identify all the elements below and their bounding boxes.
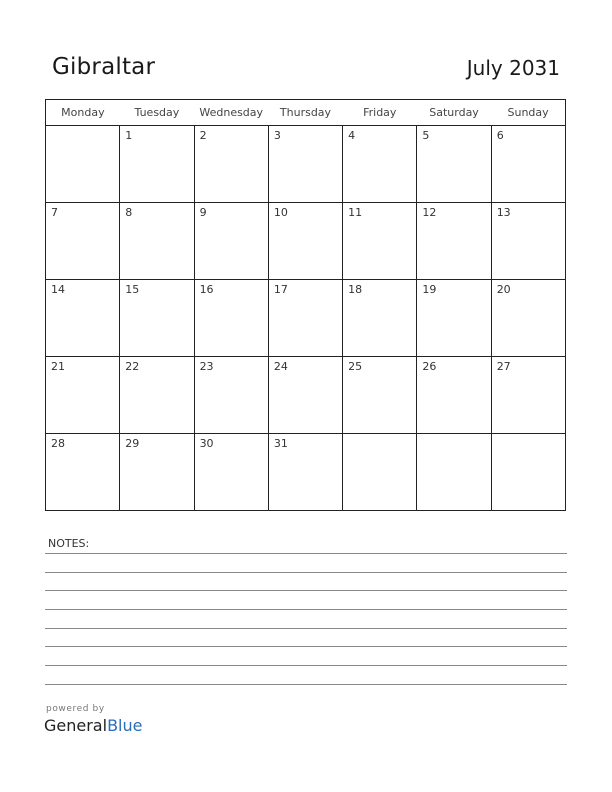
calendar-grid <box>45 99 566 511</box>
day-cell <box>491 357 565 434</box>
day-cell <box>491 126 565 203</box>
day-cell <box>194 126 268 203</box>
day-cell <box>417 126 491 203</box>
day-cell <box>194 203 268 280</box>
weekday-header-row <box>46 100 566 126</box>
note-line <box>45 628 567 629</box>
day-number: 31 <box>273 437 288 450</box>
brand-general: General <box>44 716 108 735</box>
day-cell <box>343 203 417 280</box>
day-cell <box>343 434 417 511</box>
day-number: 14 <box>51 283 65 296</box>
day-number: 16 <box>199 283 214 296</box>
day-number: 12 <box>422 206 437 219</box>
day-cell <box>491 280 565 357</box>
day-number: 5 <box>422 129 430 142</box>
day-number <box>492 434 565 437</box>
day-cell <box>194 434 268 511</box>
weekday-header: Wednesday <box>194 100 268 126</box>
week-row <box>46 434 566 511</box>
week-row <box>46 126 566 203</box>
day-cell <box>120 203 194 280</box>
day-number: 13 <box>496 206 511 219</box>
brand-blue: Blue <box>107 716 143 735</box>
note-line <box>45 609 567 610</box>
day-cell <box>343 280 417 357</box>
day-cell <box>268 434 342 511</box>
note-line <box>45 553 567 554</box>
weekday-header: Saturday <box>417 100 491 126</box>
day-number <box>343 434 416 437</box>
day-number: 1 <box>125 129 133 142</box>
week-row <box>46 203 566 280</box>
day-cell <box>46 434 120 511</box>
day-cell <box>120 357 194 434</box>
day-number: 25 <box>348 360 363 373</box>
day-cell <box>194 357 268 434</box>
day-cell <box>46 126 120 203</box>
week-row <box>46 280 566 357</box>
day-cell <box>491 203 565 280</box>
day-number: 23 <box>199 360 214 373</box>
day-cell <box>268 280 342 357</box>
day-cell <box>120 280 194 357</box>
day-cell <box>120 126 194 203</box>
day-number: 26 <box>422 360 437 373</box>
day-number: 10 <box>273 206 288 219</box>
day-cell <box>46 203 120 280</box>
day-number: 6 <box>496 129 504 142</box>
powered-by-text: powered by <box>46 704 105 714</box>
day-number: 22 <box>125 360 140 373</box>
day-number: 19 <box>422 283 437 296</box>
day-cell <box>417 434 491 511</box>
day-cell <box>46 280 120 357</box>
day-cell <box>417 357 491 434</box>
day-number: 15 <box>125 283 140 296</box>
day-cell <box>120 434 194 511</box>
day-cell <box>268 203 342 280</box>
day-number: 11 <box>348 206 363 219</box>
day-number: 18 <box>348 283 363 296</box>
day-number: 3 <box>273 129 281 142</box>
day-cell <box>194 280 268 357</box>
day-number: 7 <box>51 206 58 219</box>
weekday-header: Tuesday <box>120 100 194 126</box>
month-year-title: July 2031 <box>466 56 560 80</box>
weekday-header: Monday <box>46 100 120 126</box>
day-number <box>417 434 490 437</box>
week-row <box>46 357 566 434</box>
day-number: 4 <box>348 129 356 142</box>
day-cell <box>343 357 417 434</box>
weekday-header: Thursday <box>268 100 342 126</box>
day-cell <box>268 126 342 203</box>
day-cell <box>417 280 491 357</box>
day-number: 8 <box>125 206 133 219</box>
country-title: Gibraltar <box>52 54 156 80</box>
day-cell <box>46 357 120 434</box>
note-line <box>45 684 567 685</box>
weekday-header: Sunday <box>491 100 565 126</box>
day-cell <box>343 126 417 203</box>
day-number: 21 <box>51 360 65 373</box>
note-line <box>45 665 567 666</box>
note-line <box>45 646 567 647</box>
day-number: 29 <box>125 437 140 450</box>
day-number <box>46 126 119 129</box>
day-number: 20 <box>496 283 511 296</box>
day-cell <box>491 434 565 511</box>
day-number: 9 <box>199 206 207 219</box>
day-number: 24 <box>273 360 288 373</box>
weekday-header: Friday <box>343 100 417 126</box>
day-number: 17 <box>273 283 288 296</box>
day-number: 27 <box>496 360 511 373</box>
generalblue-logo[interactable] <box>44 716 142 735</box>
note-line <box>45 572 567 573</box>
day-cell <box>268 357 342 434</box>
note-line <box>45 590 567 591</box>
day-number: 2 <box>199 129 207 142</box>
day-number: 30 <box>199 437 214 450</box>
day-number: 28 <box>51 437 65 450</box>
notes-label: NOTES: <box>48 537 90 550</box>
day-cell <box>417 203 491 280</box>
